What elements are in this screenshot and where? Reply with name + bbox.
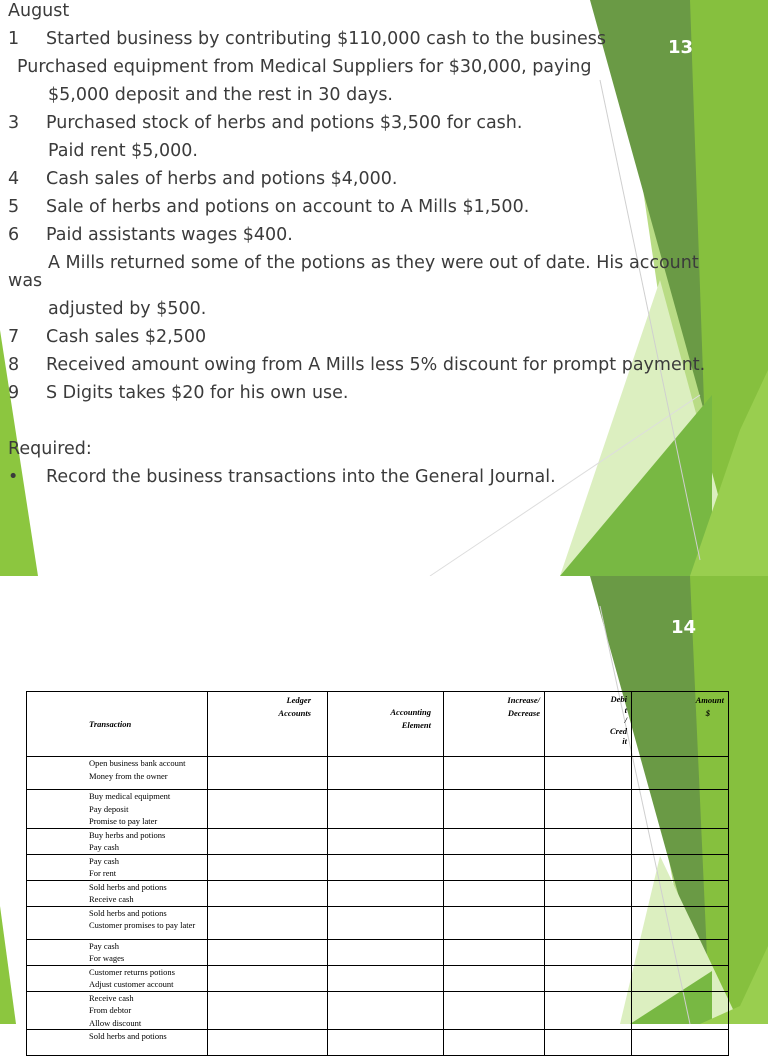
amount-cell[interactable]: [632, 939, 729, 965]
item-text: Sale of herbs and potions on account to A Mills $1,500.: [46, 197, 530, 217]
item-text: Paid assistants wages $400.: [46, 225, 293, 245]
debit-credit-cell[interactable]: [545, 991, 632, 1030]
debit-credit-cell[interactable]: [545, 880, 632, 906]
header-debit-credit: Debi t / Cred it: [545, 692, 632, 757]
incdec-cell[interactable]: [444, 880, 545, 906]
table-row: [27, 991, 729, 1030]
transaction-line: [8, 355, 705, 375]
element-cell[interactable]: [328, 965, 444, 991]
element-cell[interactable]: [328, 1030, 444, 1056]
transaction-cell: Buy medical equipment Pay deposit Promise to pay later: [27, 790, 208, 829]
element-cell[interactable]: [328, 828, 444, 854]
page-number: 13: [668, 37, 694, 58]
debit-credit-cell[interactable]: [545, 757, 632, 790]
element-cell[interactable]: [328, 906, 444, 939]
element-cell[interactable]: [328, 854, 444, 880]
transaction-line: Purchased equipment from Medical Suppliers for $30,000, paying: [17, 57, 592, 77]
table-row: [27, 854, 729, 880]
amount-cell[interactable]: [632, 1030, 729, 1056]
element-cell[interactable]: [328, 991, 444, 1030]
incdec-cell[interactable]: [444, 991, 545, 1030]
transaction-line: [8, 225, 293, 245]
debit-credit-cell[interactable]: [545, 939, 632, 965]
item-text: Record the business transactions into the General Journal.: [46, 467, 556, 487]
ledger-cell[interactable]: [208, 991, 328, 1030]
item-number: 9: [8, 383, 20, 403]
item-text: Received amount owing from A Mills less 5% discount for prompt payment.: [46, 355, 706, 375]
table-row: [27, 790, 729, 829]
element-cell[interactable]: [328, 757, 444, 790]
transaction-cell: Sold herbs and potions: [27, 1030, 208, 1056]
ledger-cell[interactable]: [208, 790, 328, 829]
incdec-cell[interactable]: [444, 906, 545, 939]
debit-credit-cell[interactable]: [545, 965, 632, 991]
ledger-cell[interactable]: [208, 854, 328, 880]
transaction-line: Paid rent $5,000.: [48, 141, 198, 161]
item-text: S Digits takes $20 for his own use.: [46, 383, 349, 403]
transaction-line: [8, 197, 529, 217]
transaction-cell: Open business bank account Money from the owner: [27, 757, 208, 790]
item-text: Cash sales of herbs and potions $4,000.: [46, 169, 398, 189]
amount-cell[interactable]: [632, 906, 729, 939]
amount-cell[interactable]: [632, 880, 729, 906]
table-row: [27, 1030, 729, 1056]
incdec-cell[interactable]: [444, 828, 545, 854]
table-row: [27, 757, 729, 790]
header-increase-decrease: Increase/ Decrease: [444, 692, 545, 757]
incdec-cell[interactable]: [444, 939, 545, 965]
slide-14: [0, 576, 768, 1041]
ledger-cell[interactable]: [208, 939, 328, 965]
item-number: 6: [8, 225, 20, 245]
table-header-row: [27, 692, 729, 757]
transaction-line: [8, 327, 206, 347]
amount-cell[interactable]: [632, 991, 729, 1030]
ledger-cell[interactable]: [208, 1030, 328, 1056]
debit-credit-cell[interactable]: [545, 828, 632, 854]
element-cell[interactable]: [328, 790, 444, 829]
page-number: 14: [671, 617, 697, 638]
transaction-line: [8, 113, 522, 133]
header-amount: Amount $: [632, 692, 729, 757]
item-number: 3: [8, 113, 20, 133]
transaction-cell: Pay cash For rent: [27, 854, 208, 880]
element-cell[interactable]: [328, 880, 444, 906]
transaction-line: [8, 29, 606, 49]
ledger-cell[interactable]: [208, 880, 328, 906]
item-number: 1: [8, 29, 20, 49]
item-text: Purchased stock of herbs and potions $3,500 for cash.: [46, 113, 523, 133]
incdec-cell[interactable]: [444, 790, 545, 829]
transaction-line: $5,000 deposit and the rest in 30 days.: [48, 85, 393, 105]
incdec-cell[interactable]: [444, 1030, 545, 1056]
debit-credit-cell[interactable]: [545, 790, 632, 829]
item-number: 5: [8, 197, 20, 217]
transaction-cell: Sold herbs and potions Customer promises to pay later: [27, 906, 208, 939]
transaction-line: [8, 383, 349, 403]
transaction-cell: Pay cash For wages: [27, 939, 208, 965]
bullet: •: [8, 467, 19, 487]
item-number: 8: [8, 355, 20, 375]
incdec-cell[interactable]: [444, 757, 545, 790]
debit-credit-cell[interactable]: [545, 1030, 632, 1056]
table-row: [27, 880, 729, 906]
required-heading: Required:: [8, 439, 92, 459]
amount-cell[interactable]: [632, 790, 729, 829]
general-journal-table: [26, 691, 729, 1056]
debit-credit-cell[interactable]: [545, 854, 632, 880]
debit-credit-cell[interactable]: [545, 906, 632, 939]
transaction-line: adjusted by $500.: [48, 299, 207, 319]
element-cell[interactable]: [328, 939, 444, 965]
header-transaction: Transaction: [27, 692, 208, 757]
item-number: 7: [8, 327, 20, 347]
header-accounting-element: Accounting Element: [328, 692, 444, 757]
ledger-cell[interactable]: [208, 906, 328, 939]
amount-cell[interactable]: [632, 854, 729, 880]
item-number: 4: [8, 169, 20, 189]
transaction-cell: Sold herbs and potions Receive cash: [27, 880, 208, 906]
header-ledger-accounts: Ledger Accounts: [208, 692, 328, 757]
month-heading: August: [8, 1, 70, 21]
ledger-cell[interactable]: [208, 757, 328, 790]
transaction-cell: Receive cash From debtor Allow discount: [27, 991, 208, 1030]
amount-cell[interactable]: [632, 965, 729, 991]
ledger-cell[interactable]: [208, 965, 328, 991]
table-row: [27, 965, 729, 991]
ledger-cell[interactable]: [208, 828, 328, 854]
required-item: [8, 467, 556, 487]
table-row: [27, 828, 729, 854]
transaction-cell: Customer returns potions Adjust customer account: [27, 965, 208, 991]
table-row: [27, 939, 729, 965]
amount-cell[interactable]: [632, 757, 729, 790]
transaction-cell: Buy herbs and potions Pay cash: [27, 828, 208, 854]
transaction-line: [8, 169, 397, 189]
incdec-cell[interactable]: [444, 965, 545, 991]
transaction-line: was: [8, 271, 43, 291]
table-row: [27, 906, 729, 939]
item-text: Started business by contributing $110,000 cash to the business: [46, 29, 606, 49]
item-text: Cash sales $2,500: [46, 327, 207, 347]
transaction-line: A Mills returned some of the potions as they were out of date. His account: [48, 253, 699, 273]
incdec-cell[interactable]: [444, 854, 545, 880]
amount-cell[interactable]: [632, 828, 729, 854]
